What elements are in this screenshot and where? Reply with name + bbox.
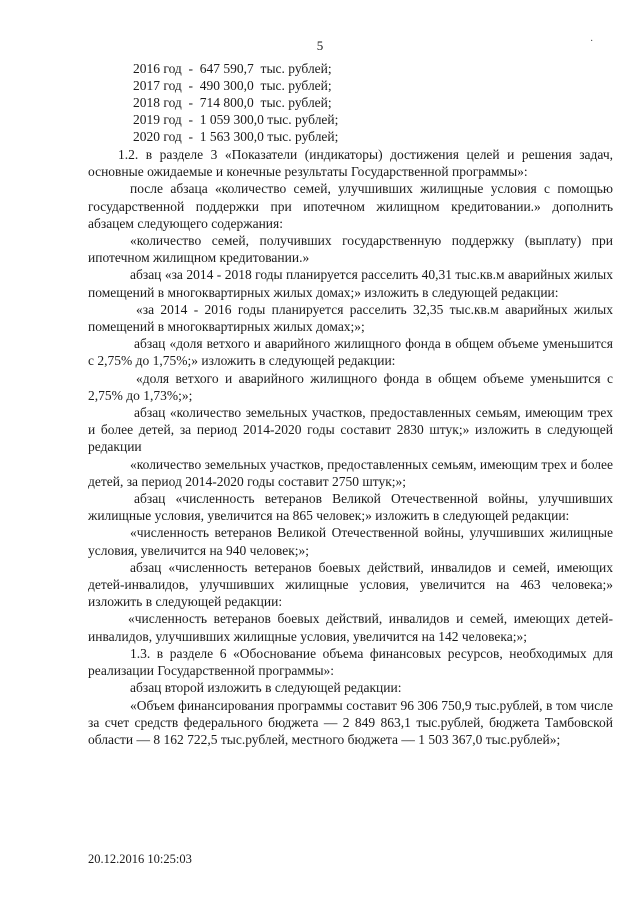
paragraph: абзац «доля ветхого и аварийного жилищного фонда в общем объеме уменьшится с 2,75% до 1,75%;» изложить в следующей редакции:: [88, 336, 613, 369]
paragraph-section-1-2: 1.2. в разделе 3 «Показатели (индикаторы) достижения целей и решения задач, основные ожидаемые и конечные результаты Государственной программы»:: [88, 147, 613, 180]
paragraph: после абзаца «количество семей, улучшивших жилищные условия с помощью государственной поддержки при ипотечном жилищном кредитовании.» дополнить абзацем следующего содержания:: [88, 181, 613, 231]
funding-row-2019: 2019 год - 1 059 300,0 тыс. рублей;: [133, 112, 339, 127]
funding-row-2017: 2017 год - 490 300,0 тыс. рублей;: [133, 78, 332, 93]
paragraph-quote: «доля ветхого и аварийного жилищного фонда в общем объеме уменьшится с 2,75% до 1,73%;»;: [88, 370, 613, 403]
paragraph-section-1-3: 1.3. в разделе 6 «Обоснование объема финансовых ресурсов, необходимых для реализации Государственной программы»:: [88, 645, 613, 679]
document-body: [88, 146, 613, 748]
print-timestamp: 20.12.2016 10:25:03: [88, 852, 192, 866]
funding-row-2018: 2018 год - 714 800,0 тыс. рублей;: [133, 95, 332, 110]
paragraph-quote: «численность ветеранов Великой Отечественной войны, улучшивших жилищные условия, увеличится на 940 человек;»;: [88, 525, 613, 558]
paragraph: абзац «количество земельных участков, предоставленных семьям, имеющим трех и более детей, за период 2014-2020 годы составит 2830 штук;» изложить в следующей редакции: [88, 405, 613, 455]
paragraph-quote: «Объем финансирования программы составит 96 306 750,9 тыс.рублей, в том числе за счет средств федерального бюджета — 2 849 863,1 тыс.рублей, бюджета Тамбовской области — 8 162 722,5 тыс.рублей, местного бюджета — 1 503 367,0 тыс.рублей»;: [88, 697, 613, 747]
page-number: 5: [316, 38, 324, 53]
stray-mark: ·: [590, 36, 594, 47]
paragraph: абзац «численность ветеранов боевых действий, инвалидов и семей, имеющих детей-инвалидов, улучшивших жилищные условия, увеличится на 463 человека;» изложить в следующей редакции:: [88, 559, 613, 610]
paragraph-quote: «количество земельных участков, предоставленных семьям, имеющим трех и более детей, за период 2014-2020 годы составит 2750 штук;»;: [88, 456, 613, 489]
paragraph: абзац второй изложить в следующей редакции:: [130, 680, 402, 696]
funding-row-2020: 2020 год - 1 563 300,0 тыс. рублей;: [133, 129, 339, 144]
funding-row-2016: 2016 год - 647 590,7 тыс. рублей;: [133, 61, 332, 76]
paragraph-quote: «количество семей, получивших государственную поддержку (выплату) при ипотечном жилищном кредитовании.»: [88, 233, 613, 266]
paragraph: абзац «за 2014 - 2018 годы планируется расселить 40,31 тыс.кв.м аварийных жилых помещений в многоквартирных жилых домах;» изложить в следующей редакции:: [88, 267, 613, 300]
paragraph-quote: «численность ветеранов боевых действий, инвалидов и семей, имеющих детей-инвалидов, улучшивших жилищные условия, увеличится на 142 человека;»;: [88, 611, 613, 644]
paragraph: абзац «численность ветеранов Великой Отечественной войны, улучшивших жилищные условия, увеличится на 865 человек;» изложить в следующей редакции:: [88, 491, 613, 524]
funding-by-year-list: [133, 60, 338, 145]
paragraph-quote: «за 2014 - 2016 годы планируется расселить 32,35 тыс.кв.м аварийных жилых помещений в многоквартирных жилых домах;»;: [88, 301, 613, 335]
